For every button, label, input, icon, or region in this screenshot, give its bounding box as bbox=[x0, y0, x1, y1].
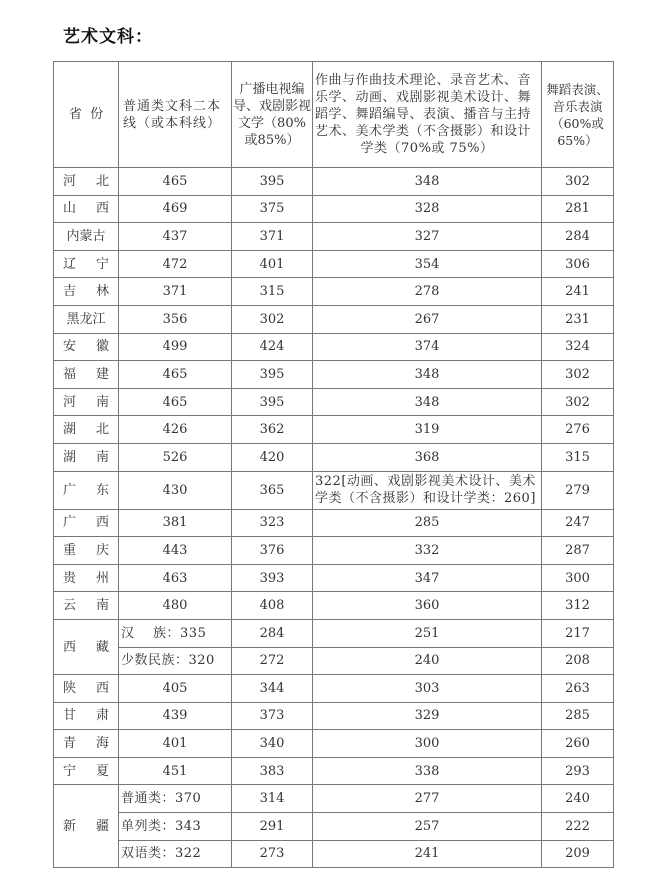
table-row bbox=[54, 509, 614, 537]
province-name bbox=[54, 168, 119, 196]
table-row bbox=[54, 250, 614, 278]
table-row bbox=[54, 471, 614, 509]
broadcast-score: 284 bbox=[232, 619, 313, 647]
province-char: 建 bbox=[96, 366, 110, 382]
table-row bbox=[54, 278, 614, 306]
table-row bbox=[54, 564, 614, 592]
province-char: 辽 bbox=[62, 256, 76, 272]
header-dance-performance: 舞蹈表演、音乐表演（60%或65%） bbox=[542, 62, 614, 168]
province-char: 肃 bbox=[96, 708, 110, 724]
province-char: 北 bbox=[96, 173, 110, 189]
province-char: 吉 bbox=[62, 284, 76, 300]
province-char: 云 bbox=[62, 598, 76, 614]
table-row bbox=[54, 702, 614, 730]
province-char: 徽 bbox=[96, 339, 110, 355]
music-art-design-score: 251 bbox=[313, 619, 542, 647]
province-char: 西 bbox=[96, 201, 110, 217]
dance-performance-score: 260 bbox=[542, 730, 614, 758]
table-row bbox=[54, 730, 614, 758]
broadcast-score: 420 bbox=[232, 443, 313, 471]
province-char: 西 bbox=[62, 639, 76, 655]
province-name bbox=[54, 675, 119, 703]
province-char: 夏 bbox=[96, 763, 110, 779]
province-char: 北 bbox=[96, 422, 110, 438]
music-art-design-score: 354 bbox=[313, 250, 542, 278]
province-char: 甘 bbox=[62, 708, 76, 724]
music-art-design-score: 303 bbox=[313, 675, 542, 703]
dance-performance-score: 302 bbox=[542, 361, 614, 389]
regular-line-score: 双语类：322 bbox=[119, 840, 232, 868]
dance-performance-score: 247 bbox=[542, 509, 614, 537]
broadcast-score: 395 bbox=[232, 361, 313, 389]
province-char: 南 bbox=[96, 598, 110, 614]
broadcast-score: 365 bbox=[232, 471, 313, 509]
province-name bbox=[54, 443, 119, 471]
header-regular-line: 普通类文科二本线（或本科线） bbox=[119, 62, 232, 168]
dance-performance-score: 263 bbox=[542, 675, 614, 703]
province-char: 青 bbox=[62, 736, 76, 752]
music-art-design-score: 240 bbox=[313, 647, 542, 675]
province-char: 海 bbox=[96, 736, 110, 752]
table-row bbox=[54, 305, 614, 333]
music-art-design-score: 285 bbox=[313, 509, 542, 537]
broadcast-score: 383 bbox=[232, 757, 313, 785]
province-name bbox=[54, 416, 119, 444]
music-art-design-score: 327 bbox=[313, 223, 542, 251]
table-row bbox=[54, 537, 614, 565]
broadcast-score: 424 bbox=[232, 333, 313, 361]
music-art-design-score: 241 bbox=[313, 840, 542, 868]
section-title: 艺术文科： bbox=[63, 27, 153, 47]
dance-performance-score: 276 bbox=[542, 416, 614, 444]
music-art-design-score: 322[动画、戏剧影视美术设计、美术学类（不含摄影）和设计学类：260] bbox=[313, 471, 542, 509]
dance-performance-score: 287 bbox=[542, 537, 614, 565]
music-art-design-score: 348 bbox=[313, 361, 542, 389]
regular-line-score: 少数民族：320 bbox=[119, 647, 232, 675]
broadcast-score: 340 bbox=[232, 730, 313, 758]
province-char: 福 bbox=[62, 366, 76, 382]
province-char: 河 bbox=[62, 394, 76, 410]
province-char: 安 bbox=[62, 339, 76, 355]
regular-line-score: 443 bbox=[119, 537, 232, 565]
table-row bbox=[54, 592, 614, 620]
province-name bbox=[54, 388, 119, 416]
table-row bbox=[54, 416, 614, 444]
province-name bbox=[54, 785, 119, 868]
dance-performance-score: 240 bbox=[542, 785, 614, 813]
music-art-design-score: 360 bbox=[313, 592, 542, 620]
province-name bbox=[54, 564, 119, 592]
province-char: 西 bbox=[96, 515, 110, 531]
broadcast-score: 323 bbox=[232, 509, 313, 537]
table-row bbox=[54, 195, 614, 223]
province-char: 广 bbox=[62, 482, 76, 498]
dance-performance-score: 284 bbox=[542, 223, 614, 251]
dance-performance-score: 241 bbox=[542, 278, 614, 306]
regular-line-score: 356 bbox=[119, 305, 232, 333]
music-art-design-score: 348 bbox=[313, 388, 542, 416]
province-name bbox=[54, 223, 119, 251]
broadcast-score: 272 bbox=[232, 647, 313, 675]
province-char: 湖 bbox=[62, 422, 76, 438]
music-art-design-score: 257 bbox=[313, 813, 542, 841]
dance-performance-score: 209 bbox=[542, 840, 614, 868]
dance-performance-score: 279 bbox=[542, 471, 614, 509]
broadcast-score: 395 bbox=[232, 388, 313, 416]
broadcast-score: 273 bbox=[232, 840, 313, 868]
province-name bbox=[54, 730, 119, 758]
table-row bbox=[54, 443, 614, 471]
regular-line-score: 437 bbox=[119, 223, 232, 251]
province-name bbox=[54, 702, 119, 730]
table-row bbox=[54, 168, 614, 196]
header-row bbox=[54, 62, 614, 168]
broadcast-score: 344 bbox=[232, 675, 313, 703]
music-art-design-score: 267 bbox=[313, 305, 542, 333]
table-row bbox=[54, 785, 614, 813]
province-char: 州 bbox=[96, 570, 110, 586]
province-char: 内蒙古 bbox=[66, 228, 106, 244]
regular-line-score: 451 bbox=[119, 757, 232, 785]
broadcast-score: 315 bbox=[232, 278, 313, 306]
broadcast-score: 371 bbox=[232, 223, 313, 251]
province-char: 南 bbox=[96, 394, 110, 410]
regular-line-score: 526 bbox=[119, 443, 232, 471]
music-art-design-score: 338 bbox=[313, 757, 542, 785]
broadcast-score: 408 bbox=[232, 592, 313, 620]
broadcast-score: 393 bbox=[232, 564, 313, 592]
broadcast-score: 373 bbox=[232, 702, 313, 730]
regular-line-score: 430 bbox=[119, 471, 232, 509]
table-row bbox=[54, 333, 614, 361]
table-row bbox=[54, 675, 614, 703]
province-char: 河 bbox=[62, 173, 76, 189]
province-char: 新 bbox=[62, 818, 76, 834]
regular-line-score: 426 bbox=[119, 416, 232, 444]
music-art-design-score: 329 bbox=[313, 702, 542, 730]
province-char: 陕 bbox=[62, 680, 76, 696]
dance-performance-score: 281 bbox=[542, 195, 614, 223]
province-char: 庆 bbox=[96, 542, 110, 558]
header-province: 省 份 bbox=[54, 62, 119, 168]
province-name bbox=[54, 278, 119, 306]
regular-line-score: 381 bbox=[119, 509, 232, 537]
province-char: 重 bbox=[62, 542, 76, 558]
province-name bbox=[54, 195, 119, 223]
province-name bbox=[54, 509, 119, 537]
art-liberal-score-table bbox=[53, 61, 614, 868]
music-art-design-score: 348 bbox=[313, 168, 542, 196]
broadcast-score: 395 bbox=[232, 168, 313, 196]
province-name bbox=[54, 471, 119, 509]
dance-performance-score: 208 bbox=[542, 647, 614, 675]
table-row bbox=[54, 223, 614, 251]
header-music-art-design: 作曲与作曲技术理论、录音艺术、音乐学、动画、戏剧影视美术设计、舞蹈学、舞蹈编导、表演、播音与主持艺术、美术学类（不含摄影）和设计 学类（70%或 75%） bbox=[313, 62, 542, 168]
province-char: 西 bbox=[96, 680, 110, 696]
dance-performance-score: 231 bbox=[542, 305, 614, 333]
province-name bbox=[54, 361, 119, 389]
music-art-design-score: 277 bbox=[313, 785, 542, 813]
regular-line-score: 465 bbox=[119, 168, 232, 196]
table-row bbox=[54, 619, 614, 647]
broadcast-score: 302 bbox=[232, 305, 313, 333]
province-char: 湖 bbox=[62, 449, 76, 465]
regular-line-score: 汉 族：335 bbox=[119, 619, 232, 647]
broadcast-score: 401 bbox=[232, 250, 313, 278]
music-art-design-score: 300 bbox=[313, 730, 542, 758]
regular-line-score: 465 bbox=[119, 388, 232, 416]
regular-line-score: 371 bbox=[119, 278, 232, 306]
province-name bbox=[54, 757, 119, 785]
province-name bbox=[54, 305, 119, 333]
music-art-design-score: 328 bbox=[313, 195, 542, 223]
broadcast-score: 314 bbox=[232, 785, 313, 813]
dance-performance-score: 312 bbox=[542, 592, 614, 620]
broadcast-score: 376 bbox=[232, 537, 313, 565]
music-art-design-score: 319 bbox=[313, 416, 542, 444]
province-char: 南 bbox=[96, 449, 110, 465]
province-char: 广 bbox=[62, 515, 76, 531]
dance-performance-score: 217 bbox=[542, 619, 614, 647]
dance-performance-score: 222 bbox=[542, 813, 614, 841]
province-char: 宁 bbox=[96, 256, 110, 272]
dance-performance-score: 285 bbox=[542, 702, 614, 730]
dance-performance-score: 315 bbox=[542, 443, 614, 471]
regular-line-score: 465 bbox=[119, 361, 232, 389]
table-row bbox=[54, 388, 614, 416]
regular-line-score: 普通类：370 bbox=[119, 785, 232, 813]
dance-performance-score: 302 bbox=[542, 168, 614, 196]
regular-line-score: 480 bbox=[119, 592, 232, 620]
province-char: 东 bbox=[96, 482, 110, 498]
music-art-design-score: 278 bbox=[313, 278, 542, 306]
broadcast-score: 362 bbox=[232, 416, 313, 444]
province-char: 山 bbox=[62, 201, 76, 217]
table-row bbox=[54, 813, 614, 841]
province-name bbox=[54, 250, 119, 278]
table-row bbox=[54, 757, 614, 785]
regular-line-score: 439 bbox=[119, 702, 232, 730]
regular-line-score: 单列类：343 bbox=[119, 813, 232, 841]
province-char: 林 bbox=[96, 284, 110, 300]
music-art-design-score: 332 bbox=[313, 537, 542, 565]
province-name bbox=[54, 537, 119, 565]
dance-performance-score: 300 bbox=[542, 564, 614, 592]
province-char: 藏 bbox=[96, 639, 110, 655]
regular-line-score: 469 bbox=[119, 195, 232, 223]
regular-line-score: 472 bbox=[119, 250, 232, 278]
table-row bbox=[54, 361, 614, 389]
regular-line-score: 401 bbox=[119, 730, 232, 758]
province-char: 宁 bbox=[62, 763, 76, 779]
province-char: 黑龙江 bbox=[66, 311, 106, 327]
dance-performance-score: 293 bbox=[542, 757, 614, 785]
province-name bbox=[54, 592, 119, 620]
regular-line-score: 499 bbox=[119, 333, 232, 361]
music-art-design-score: 374 bbox=[313, 333, 542, 361]
header-broadcast: 广播电视编导、戏剧影视文学（80%或85%） bbox=[232, 62, 313, 168]
table-row bbox=[54, 840, 614, 868]
dance-performance-score: 302 bbox=[542, 388, 614, 416]
table-row bbox=[54, 647, 614, 675]
regular-line-score: 405 bbox=[119, 675, 232, 703]
regular-line-score: 463 bbox=[119, 564, 232, 592]
broadcast-score: 291 bbox=[232, 813, 313, 841]
dance-performance-score: 306 bbox=[542, 250, 614, 278]
broadcast-score: 375 bbox=[232, 195, 313, 223]
province-char: 疆 bbox=[96, 818, 110, 834]
province-char: 贵 bbox=[62, 570, 76, 586]
dance-performance-score: 324 bbox=[542, 333, 614, 361]
province-name bbox=[54, 619, 119, 674]
music-art-design-score: 347 bbox=[313, 564, 542, 592]
province-name bbox=[54, 333, 119, 361]
music-art-design-score: 368 bbox=[313, 443, 542, 471]
